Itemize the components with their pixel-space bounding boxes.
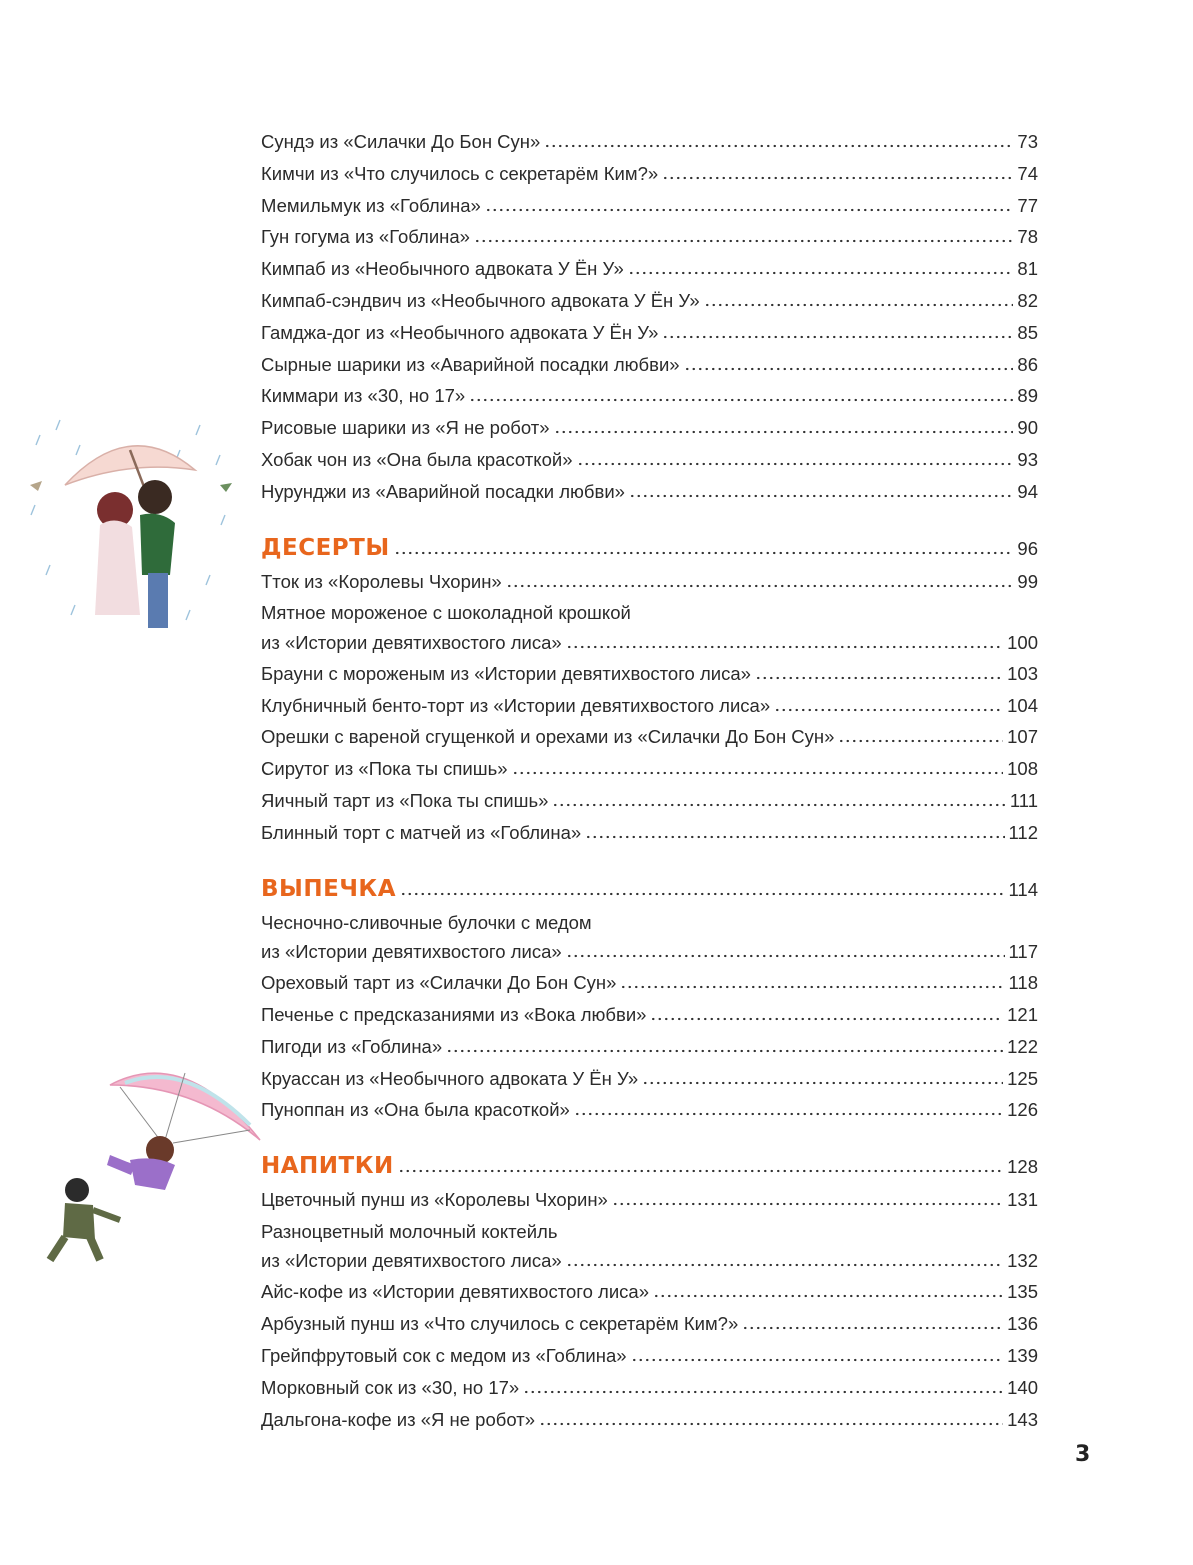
dot-leader [704, 303, 1014, 307]
toc-entry-page: 111 [1009, 790, 1038, 812]
dot-leader [400, 892, 1004, 896]
toc-entry [261, 1094, 1038, 1126]
toc-entry-title: Кимпаб-сэндвич из «Необычного адвоката У Ён У» [261, 289, 700, 311]
toc-entry-title: Арбузный пунш из «Что случилось с секретарём Ким?» [261, 1313, 739, 1335]
toc-entry [261, 999, 1038, 1031]
toc-entry [261, 817, 1038, 849]
dot-leader [539, 1422, 1003, 1426]
toc-entry [261, 221, 1038, 253]
toc-entry-page: 100 [1007, 631, 1038, 653]
toc-entry [261, 444, 1038, 476]
toc-entry-title: Кимчи из «Что случилось с секретарём Ким?» [261, 162, 659, 184]
toc-entry-title: из «Истории девятихвостого лиса» [261, 941, 562, 963]
toc-entry-page: 108 [1007, 758, 1038, 780]
toc-entry-title: из «Истории девятихвостого лиса» [261, 1250, 562, 1272]
toc-entry-first-line [261, 1219, 1038, 1246]
toc-entry-page: 89 [1017, 385, 1038, 407]
page-number: 3 [1075, 1442, 1091, 1467]
dot-leader [566, 645, 1003, 649]
section-heading-row [261, 530, 1038, 566]
toc-entry-page: 107 [1007, 726, 1038, 748]
toc-entry-title-line: Чесночно-сливочные булочки с медом [261, 911, 592, 933]
toc-entry-page: 99 [1017, 570, 1038, 592]
toc-entry [261, 627, 1038, 658]
toc-entry-page: 78 [1017, 226, 1038, 248]
toc-entry [261, 476, 1038, 508]
dot-leader [398, 1169, 1003, 1173]
toc-entry [261, 190, 1038, 222]
section-heading: НАПИТКИ [261, 1153, 394, 1180]
dot-leader [662, 335, 1013, 339]
toc-entry-title: Хобак чон из «Она была красоткой» [261, 448, 573, 470]
dot-leader [642, 1081, 1003, 1085]
toc-entry-page: 132 [1007, 1250, 1038, 1272]
dot-leader [574, 1112, 1003, 1116]
toc-entry-title: Сирутог из «Пока ты спишь» [261, 758, 508, 780]
toc-entry-title: Печенье с предсказаниями из «Вока любви» [261, 1003, 647, 1025]
toc-entry-page: 81 [1017, 258, 1038, 280]
dot-leader [631, 1358, 1004, 1362]
toc-entry-page: 93 [1017, 448, 1038, 470]
toc-entry [261, 285, 1038, 317]
toc-entry-title-line: Разноцветный молочный коктейль [261, 1220, 558, 1242]
umbrella-couple-illustration [20, 415, 245, 645]
dot-leader [474, 239, 1013, 243]
dot-leader [585, 835, 1004, 839]
dot-leader [628, 271, 1014, 275]
dot-leader [394, 551, 1014, 555]
section-page: 96 [1017, 537, 1038, 559]
section-heading-row [261, 1148, 1038, 1184]
dot-leader [554, 430, 1014, 434]
dot-leader [653, 1294, 1003, 1298]
toc-entry [261, 1276, 1038, 1308]
toc-entry [261, 349, 1038, 381]
toc-entry-page: 94 [1017, 480, 1038, 502]
dot-leader [552, 803, 1005, 807]
toc-entry-title: Сундэ из «Силачки До Бон Сун» [261, 131, 541, 152]
dot-leader [523, 1390, 1003, 1394]
toc-entry-title: Ореховый тарт из «Силачки До Бон Сун» [261, 972, 617, 994]
toc-entry-title: Мемильмук из «Гоблина» [261, 194, 481, 216]
toc-entry-page: 103 [1007, 662, 1038, 684]
dot-leader [774, 708, 1003, 712]
dot-leader [566, 954, 1005, 958]
toc-entry [261, 721, 1038, 753]
dot-leader [566, 1263, 1003, 1267]
paraglider-illustration [35, 1055, 265, 1270]
section-heading-row [261, 871, 1038, 907]
toc-entry [261, 658, 1038, 690]
toc-entry [261, 253, 1038, 285]
dot-leader [612, 1202, 1003, 1206]
dot-leader [446, 1049, 1003, 1053]
toc-entry-page: 136 [1007, 1313, 1038, 1335]
section-page: 114 [1008, 878, 1038, 900]
dot-leader [512, 771, 1004, 775]
dot-leader [620, 985, 1004, 989]
toc-entry-page: 85 [1017, 321, 1038, 343]
dot-leader [742, 1326, 1003, 1330]
toc-entry-title: Морковный сок из «30, но 17» [261, 1376, 520, 1398]
toc-entry-title: Нурунджи из «Аварийной посадки любви» [261, 480, 625, 502]
toc-entry [261, 158, 1038, 190]
toc-entry-title: Айс-кофе из «Истории девятихвостого лиса» [261, 1281, 649, 1303]
toc-entry-title: Клубничный бенто-торт из «Истории девятихвостого лиса» [261, 694, 771, 716]
toc-entry-title: Яичный тарт из «Пока ты спишь» [261, 790, 549, 812]
toc-entry-page: 131 [1007, 1189, 1038, 1211]
toc-entry [261, 690, 1038, 722]
toc-entry [261, 566, 1038, 598]
toc-entry [261, 1063, 1038, 1095]
toc-entry-title-line: Мятное мороженое с шоколадной крошкой [261, 602, 631, 624]
section-page: 128 [1007, 1156, 1038, 1178]
dot-leader [838, 739, 1003, 743]
toc-entry [261, 317, 1038, 349]
toc-entry-title: Брауни с мороженым из «Истории девятихвостого лиса» [261, 662, 751, 684]
toc-entry-title: Гамджа-дог из «Необычного адвоката У Ён У» [261, 321, 659, 343]
dot-leader [629, 494, 1013, 498]
toc-entry-page: 143 [1007, 1408, 1038, 1430]
toc-entry [261, 785, 1038, 817]
toc-entry [261, 967, 1038, 999]
toc-entry-first-line [261, 910, 1038, 937]
toc-entry-title: Грейпфрутовый сок с медом из «Гоблина» [261, 1345, 627, 1367]
toc-entry-title: Цветочный пунш из «Королевы Чхорин» [261, 1189, 608, 1211]
toc-entry-title: Кимпаб из «Необычного адвоката У Ён У» [261, 258, 624, 280]
dot-leader [485, 208, 1014, 212]
toc-entry-page: 121 [1007, 1003, 1038, 1025]
toc-entry-page: 125 [1007, 1067, 1038, 1089]
dot-leader [506, 584, 1014, 588]
toc-entry-title: из «Истории девятихвостого лиса» [261, 631, 562, 653]
toc-entry-page: 139 [1007, 1345, 1038, 1367]
toc-entry [261, 1404, 1038, 1436]
toc-entry [261, 126, 1038, 158]
toc-entry-page: 126 [1007, 1099, 1038, 1121]
toc-entry [261, 1308, 1038, 1340]
toc-entry [261, 412, 1038, 444]
toc-entry-page: 77 [1017, 194, 1038, 216]
toc-entry-title: Пигоди из «Гоблина» [261, 1035, 443, 1057]
dot-leader [684, 367, 1014, 371]
toc-entry-page: 86 [1017, 353, 1038, 375]
toc-entry [261, 753, 1038, 785]
toc-entry-page: 118 [1008, 972, 1038, 994]
dot-leader [650, 1017, 1003, 1021]
toc-entry-title: Сырные шарики из «Аварийной посадки любви» [261, 353, 680, 375]
dot-leader [544, 144, 1013, 148]
toc-entry-title: Пуноппан из «Она была красоткой» [261, 1099, 570, 1121]
toc-entry-page: 122 [1007, 1035, 1038, 1057]
toc-entry-title: Блинный торт с матчей из «Гоблина» [261, 821, 582, 843]
toc-entry-title: Дальгона-кофе из «Я не робот» [261, 1408, 535, 1430]
section-heading: ДЕСЕРТЫ [261, 534, 390, 561]
toc-entry-page: 73 [1017, 131, 1038, 152]
dot-leader [577, 462, 1014, 466]
toc-entry [261, 380, 1038, 412]
toc-entry-title: Круассан из «Необычного адвоката У Ён У» [261, 1067, 639, 1089]
toc-entry-title: Орешки с вареной сгущенкой и орехами из «Силачки До Бон Сун» [261, 726, 835, 748]
toc-entry-page: 112 [1008, 821, 1038, 843]
table-of-contents [261, 126, 1038, 1435]
toc-entry [261, 1184, 1038, 1216]
toc-entry-page: 117 [1008, 941, 1038, 963]
toc-entry [261, 936, 1038, 967]
toc-entry [261, 1340, 1038, 1372]
toc-entry-page: 104 [1007, 694, 1038, 716]
section-heading: ВЫПЕЧКА [261, 875, 397, 902]
toc-entry-title: Киммари из «30, но 17» [261, 385, 466, 407]
toc-entry-page: 140 [1007, 1376, 1038, 1398]
dot-leader [469, 398, 1013, 402]
toc-entry-first-line [261, 600, 1038, 627]
toc-entry [261, 1245, 1038, 1276]
toc-entry-page: 135 [1007, 1281, 1038, 1303]
toc-entry-title: Гун гогума из «Гоблина» [261, 226, 470, 248]
dot-leader [662, 176, 1013, 180]
toc-entry-page: 90 [1017, 417, 1038, 439]
toc-entry-title: Тток из «Королевы Чхорин» [261, 570, 502, 592]
toc-entry [261, 1031, 1038, 1063]
dot-leader [755, 676, 1003, 680]
toc-entry [261, 1372, 1038, 1404]
toc-entry-page: 74 [1017, 162, 1038, 184]
toc-entry-page: 82 [1017, 289, 1038, 311]
toc-entry-title: Рисовые шарики из «Я не робот» [261, 417, 550, 439]
